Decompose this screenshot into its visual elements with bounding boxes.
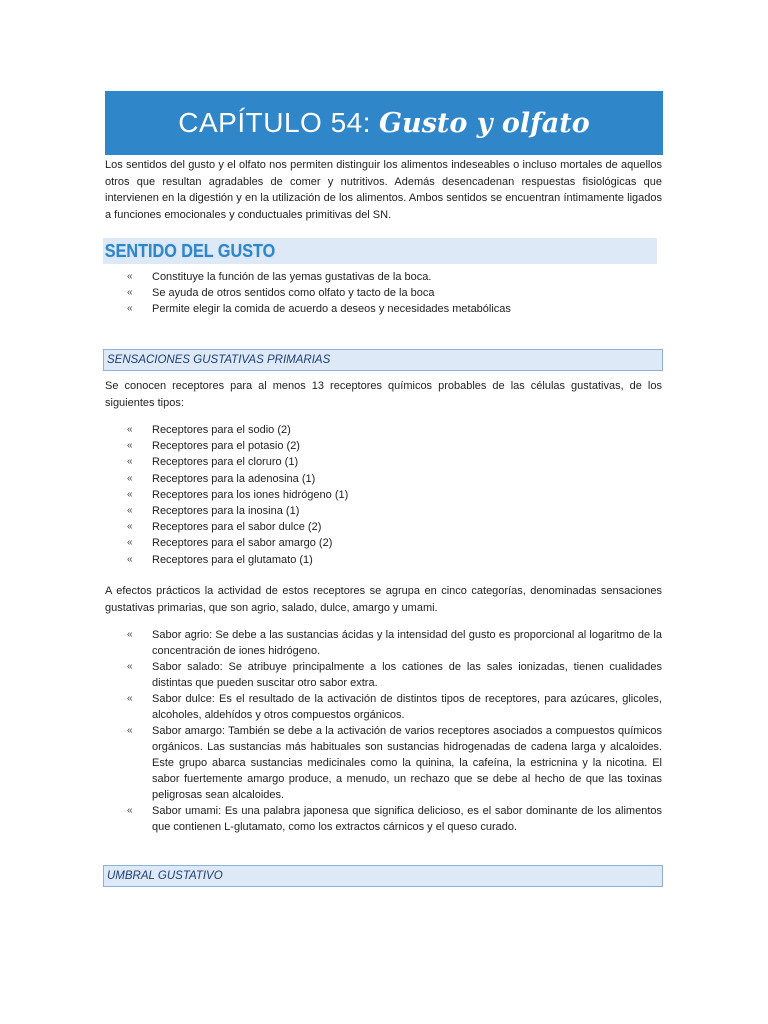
bullet-marker: « bbox=[127, 271, 133, 282]
list-item: « Receptores para el glutamato (1) bbox=[105, 552, 662, 568]
chapter-number: CAPÍTULO 54: bbox=[178, 107, 371, 138]
list-item: « Receptores para el sabor amargo (2) bbox=[105, 535, 662, 551]
intro-paragraph: Los sentidos del gusto y el olfato nos permiten distinguir los alimentos indeseables o incluso mortales de aquellos otros que resultan agradables de comer y nutritivos. Además desencadenan respuestas fisiológicas que intervienen en la digestión y en la utilización de los alimentos. Ambos sentidos se encuentran íntimamente ligados a funciones emocionales y conductuales primitivas del SN. bbox=[105, 159, 662, 221]
subsection-heading-text: UMBRAL GUSTATIVO bbox=[107, 870, 223, 882]
bullet-marker: « bbox=[127, 805, 133, 816]
bullet-marker: « bbox=[127, 725, 133, 736]
bullet-marker: « bbox=[127, 629, 133, 640]
list-item: « Receptores para la adenosina (1) bbox=[105, 471, 662, 487]
subsection-heading-sensaciones bbox=[103, 349, 663, 371]
bullet-marker: « bbox=[127, 456, 133, 468]
receptors-intro-paragraph: Se conocen receptores para al menos 13 receptores químicos probables de las células gustativas, de los siguientes tipos: bbox=[105, 380, 662, 409]
list-item: « Constituye la función de las yemas gustativas de la boca. bbox=[105, 269, 662, 285]
list-item: « Receptores para la inosina (1) bbox=[105, 503, 662, 519]
list-item: « Receptores para el potasio (2) bbox=[105, 438, 662, 454]
bullet-marker: « bbox=[127, 287, 133, 299]
bullet-marker: « bbox=[127, 488, 133, 500]
subsection-heading-text: SENSACIONES GUSTATIVAS PRIMARIAS bbox=[107, 354, 331, 366]
section-heading-gusto-text: SENTIDO DEL GUSTO bbox=[104, 240, 276, 261]
sabores-bullet-list bbox=[105, 627, 662, 835]
list-item: « Permite elegir la comida de acuerdo a deseos y necesidades metabólicas bbox=[105, 301, 662, 317]
gusto-bullet-list bbox=[105, 269, 662, 318]
list-item: « Sabor amargo: También se debe a la activación de varios receptores asociados a compuestos químicos orgánicos. Las sustancias más habituales son sustancias hidrogenadas de cadena larga y alcaloides. Este grupo abarca sustancias medicinales como la quinina, la cafeína, la estricnina y la nicotina. El sabor fuertemente amargo produce, a menudo, un rechazo que se debe al hecho de que las toxinas peligrosas sean alcaloides. bbox=[127, 725, 662, 801]
bullet-marker: « bbox=[127, 424, 133, 435]
bullet-marker: « bbox=[127, 505, 133, 517]
list-item: « Receptores para el cloruro (1) bbox=[105, 454, 662, 470]
subsection-heading-umbral bbox=[103, 865, 663, 887]
list-item: « Sabor agrio: Se debe a las sustancias ácidas y la intensidad del gusto es proporcional al logaritmo de la concentración de iones hidrógeno. bbox=[127, 629, 662, 657]
bullet-marker: « bbox=[127, 472, 133, 484]
chapter-title-banner bbox=[105, 91, 663, 155]
list-item: « Receptores para los iones hidrógeno (1) bbox=[105, 487, 662, 503]
list-item: « Sabor dulce: Es el resultado de la activación de distintos tipos de receptores, para azúcares, glicoles, alcoholes, aldehídos y otros compuestos orgánicos. bbox=[127, 693, 662, 721]
receptors-bullet-list bbox=[105, 422, 662, 568]
bullet-marker: « bbox=[127, 661, 133, 672]
bullet-marker: « bbox=[127, 521, 133, 533]
section-heading-gusto bbox=[103, 238, 657, 264]
list-item: « Sabor salado: Se atribuye principalmente a los cationes de las sales ionizadas, tienen cualidades distintas que pueden suscitar otro sabor extra. bbox=[127, 661, 662, 689]
bullet-marker: « bbox=[127, 440, 133, 452]
categories-intro-paragraph: A efectos prácticos la actividad de estos receptores se agrupa en cinco categorías, denominadas sensaciones gustativas primarias, que son agrio, salado, dulce, amargo y umami. bbox=[105, 585, 662, 614]
list-item: « Se ayuda de otros sentidos como olfato y tacto de la boca bbox=[105, 285, 662, 301]
bullet-marker: « bbox=[127, 693, 133, 704]
list-item: « Sabor umami: Es una palabra japonesa que significa delicioso, es el sabor dominante de los alimentos que contienen L-glutamato, como los extractos cárnicos y el queso curado. bbox=[127, 805, 662, 833]
bullet-marker: « bbox=[127, 553, 133, 565]
chapter-name: Gusto y olfato bbox=[379, 107, 590, 139]
bullet-marker: « bbox=[127, 303, 133, 315]
list-item: « Receptores para el sabor dulce (2) bbox=[105, 519, 662, 535]
bullet-marker: « bbox=[127, 537, 133, 549]
list-item: « Receptores para el sodio (2) bbox=[105, 422, 662, 438]
